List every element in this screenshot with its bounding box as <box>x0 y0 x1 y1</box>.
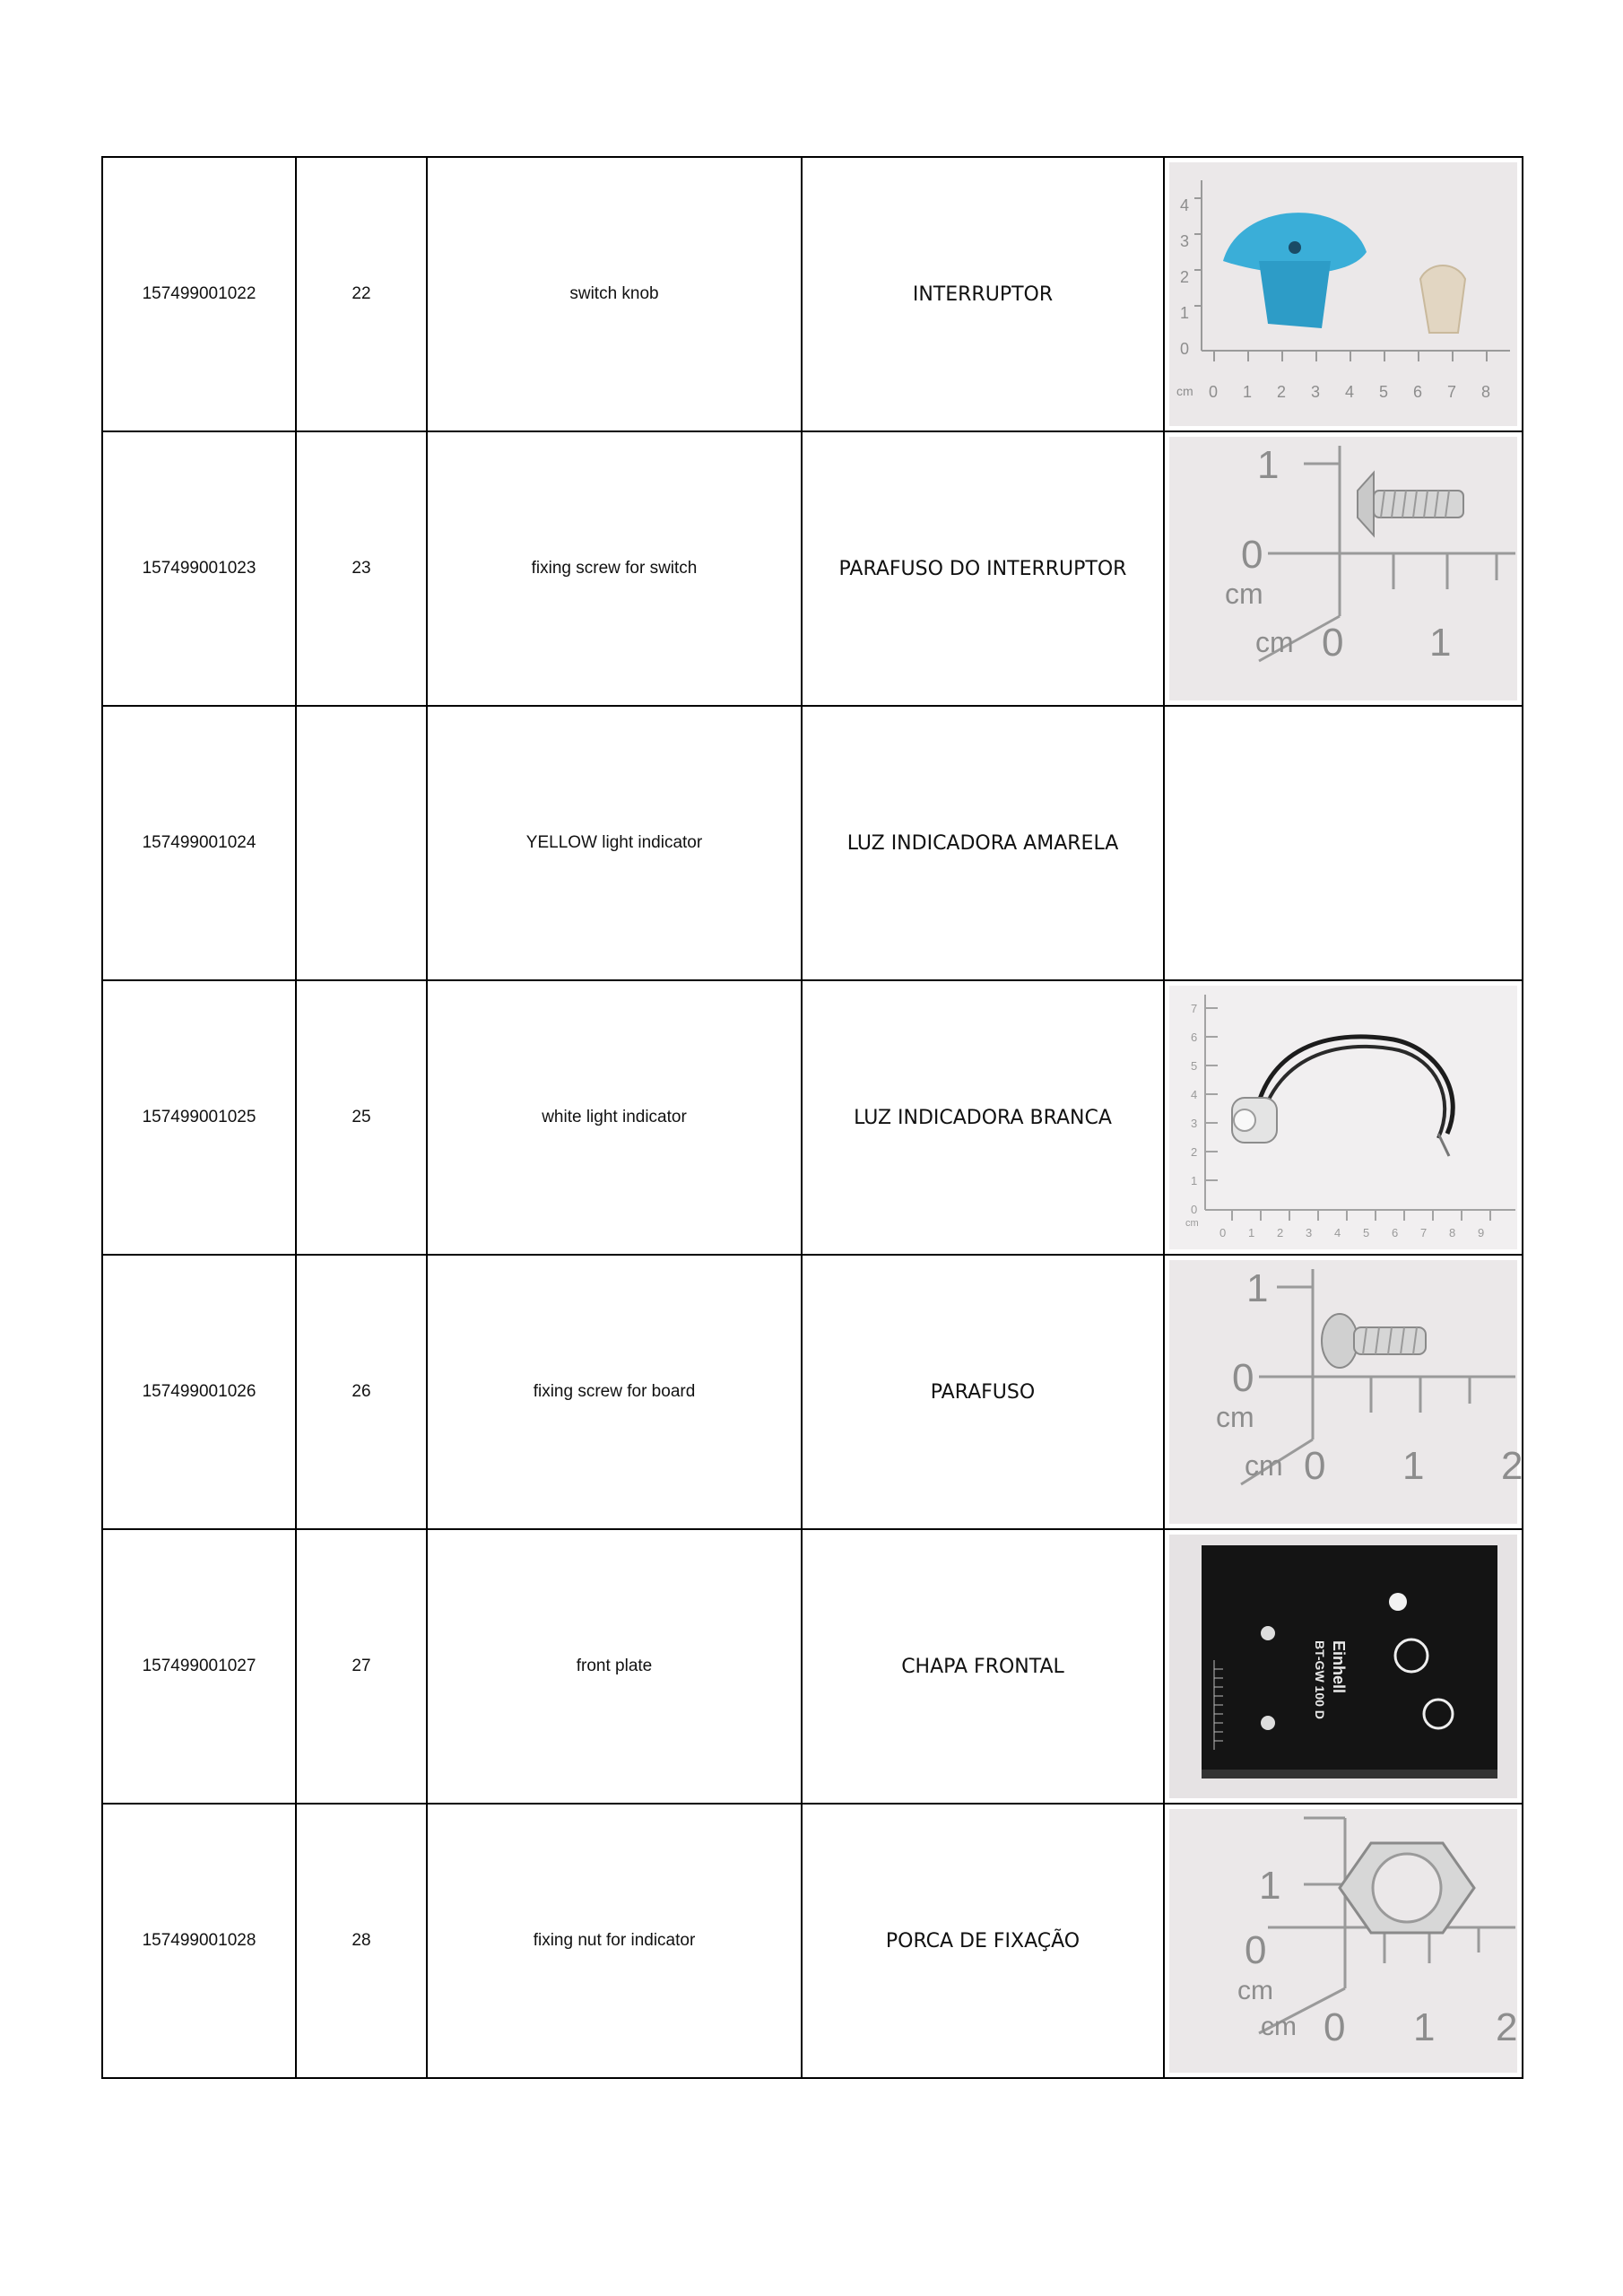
position-number: 28 <box>352 1931 371 1950</box>
portuguese-name-cell <box>802 706 1164 980</box>
ruler-h-tick: 0 <box>1209 383 1219 401</box>
english-name-cell <box>427 157 802 431</box>
ruler-tick: 1 <box>1429 621 1452 665</box>
part-name-en: fixing nut for indicator <box>533 1931 696 1950</box>
article-number-cell <box>102 431 296 706</box>
photo-cell <box>1164 980 1523 1255</box>
photo-cell <box>1164 1804 1523 2078</box>
english-name-cell <box>427 1529 802 1804</box>
ruler-tick: 0 <box>1245 1928 1267 1972</box>
portuguese-name-cell <box>802 980 1164 1255</box>
ruler-tick: 2 <box>1496 2005 1518 2049</box>
ruler-v-tick: 0 <box>1191 1203 1198 1216</box>
position-cell <box>296 1804 427 2078</box>
ruler-unit: cm <box>1237 1976 1273 2005</box>
ruler-v-tick: 4 <box>1180 196 1190 214</box>
article-number: 157499001026 <box>142 1382 256 1401</box>
ruler-unit: cm <box>1261 2012 1297 2041</box>
part-name-pt: LUZ INDICADORA BRANCA <box>854 1106 1112 1129</box>
ruler-h-tick: 5 <box>1363 1226 1370 1239</box>
ruler-h-tick: 6 <box>1413 383 1423 401</box>
ruler-h-tick: 2 <box>1277 1226 1284 1239</box>
part-name-en: switch knob <box>569 284 659 303</box>
table-row <box>102 1804 1523 2078</box>
english-name-cell <box>427 1255 802 1529</box>
part-name-en: fixing screw for switch <box>531 559 698 578</box>
ruler-unit: cm <box>1225 578 1263 610</box>
ruler-v-tick: 5 <box>1191 1059 1198 1073</box>
ruler-v-tick: 3 <box>1180 232 1190 250</box>
portuguese-name-cell <box>802 157 1164 431</box>
ruler-v-tick: 2 <box>1180 268 1190 286</box>
position-number: 23 <box>352 559 371 578</box>
table-row <box>102 706 1523 980</box>
part-name-en: front plate <box>576 1657 653 1675</box>
ruler-h-tick: 9 <box>1478 1226 1485 1239</box>
ruler-h-tick: 8 <box>1449 1226 1456 1239</box>
portuguese-name-cell <box>802 1255 1164 1529</box>
position-number: 25 <box>352 1108 371 1126</box>
photo-cell <box>1164 157 1523 431</box>
photo-cell <box>1164 706 1523 980</box>
ruler-tick: 1 <box>1246 1266 1269 1310</box>
part-name-pt: PARAFUSO DO INTERRUPTOR <box>838 557 1127 580</box>
ruler-unit: cm <box>1245 1449 1283 1482</box>
article-number-cell <box>102 1804 296 2078</box>
article-number: 157499001023 <box>142 559 256 578</box>
ruler-h-tick: 1 <box>1248 1226 1255 1239</box>
switch-knob-photo <box>1169 162 1517 426</box>
ruler-v-tick: 4 <box>1191 1088 1198 1101</box>
ruler-tick: 1 <box>1257 443 1280 487</box>
photo-cell <box>1164 1255 1523 1529</box>
ruler-v-tick: 3 <box>1191 1117 1198 1130</box>
table-row <box>102 980 1523 1255</box>
article-number: 157499001028 <box>142 1931 256 1950</box>
countersunk-screw-photo <box>1169 437 1517 700</box>
ruler-tick: 1 <box>1402 1444 1425 1488</box>
pan-head-screw-photo <box>1169 1260 1523 1524</box>
part-name-en: white light indicator <box>542 1108 687 1126</box>
ruler-unit: cm <box>1216 1401 1254 1433</box>
ruler-tick: 0 <box>1304 1444 1326 1488</box>
position-cell <box>296 706 427 980</box>
ruler-tick: 0 <box>1241 533 1263 577</box>
front-plate-model: BT-GW 100 D <box>1313 1640 1327 1719</box>
photo-cell <box>1164 431 1523 706</box>
ruler-h-tick: 4 <box>1345 383 1355 401</box>
ruler-tick: 0 <box>1324 2005 1346 2049</box>
ruler-tick: 0 <box>1322 621 1344 665</box>
ruler-unit: cm <box>1176 384 1193 398</box>
portuguese-name-cell <box>802 1804 1164 2078</box>
hex-nut-photo <box>1169 1809 1517 2073</box>
ruler-tick: 0 <box>1232 1356 1254 1400</box>
knob-insert-shape <box>1420 265 1465 333</box>
ruler-v-tick: 0 <box>1180 340 1190 358</box>
table-row <box>102 157 1523 431</box>
english-name-cell <box>427 1804 802 2078</box>
front-plate-photo <box>1169 1535 1517 1798</box>
article-number-cell <box>102 1255 296 1529</box>
portuguese-name-cell <box>802 1529 1164 1804</box>
ruler-h-tick: 3 <box>1311 383 1321 401</box>
ruler-tick: 1 <box>1413 2005 1436 2049</box>
ruler-h-tick: 3 <box>1306 1226 1313 1239</box>
position-cell <box>296 980 427 1255</box>
article-number-cell <box>102 1529 296 1804</box>
part-name-en: fixing screw for board <box>533 1382 696 1401</box>
article-number-cell <box>102 706 296 980</box>
article-number-cell <box>102 980 296 1255</box>
front-plate-shape <box>1202 1545 1497 1779</box>
part-name-pt: LUZ INDICADORA AMARELA <box>846 831 1119 855</box>
position-number: 27 <box>352 1657 371 1675</box>
ruler-v-tick: 6 <box>1191 1031 1198 1044</box>
ruler-h-tick: 7 <box>1447 383 1457 401</box>
portuguese-name-cell <box>802 431 1164 706</box>
position-number: 26 <box>352 1382 371 1401</box>
position-cell <box>296 1255 427 1529</box>
position-cell <box>296 1529 427 1804</box>
article-number-cell <box>102 157 296 431</box>
english-name-cell <box>427 980 802 1255</box>
ruler-h-tick: 8 <box>1481 383 1491 401</box>
english-name-cell <box>427 431 802 706</box>
ruler-h-tick: 1 <box>1243 383 1253 401</box>
front-plate-brand: Einhell <box>1330 1640 1348 1694</box>
ruler-tick: 2 <box>1501 1444 1523 1488</box>
ruler-unit: cm <box>1255 626 1294 658</box>
ruler-v-tick: 2 <box>1191 1145 1198 1159</box>
position-cell <box>296 431 427 706</box>
ruler-h-tick: 0 <box>1219 1226 1227 1239</box>
part-name-pt: INTERRUPTOR <box>912 283 1054 306</box>
spare-parts-table <box>101 156 1523 2079</box>
ruler-h-tick: 4 <box>1334 1226 1341 1239</box>
photo-cell <box>1164 1529 1523 1804</box>
ruler-tick: 1 <box>1259 1864 1281 1908</box>
position-number: 22 <box>352 284 371 303</box>
article-number: 157499001024 <box>142 833 256 852</box>
ruler-h-tick: 7 <box>1420 1226 1428 1239</box>
article-number: 157499001027 <box>142 1657 256 1675</box>
article-number: 157499001025 <box>142 1108 256 1126</box>
indicator-lamp-photo <box>1169 986 1517 1249</box>
ruler-h-tick: 5 <box>1379 383 1389 401</box>
part-name-pt: PORCA DE FIXAÇÃO <box>885 1929 1081 1952</box>
ruler-v-tick: 1 <box>1180 304 1190 322</box>
ruler-h-tick: 2 <box>1277 383 1287 401</box>
english-name-cell <box>427 706 802 980</box>
ruler-v-tick: 7 <box>1191 1002 1198 1015</box>
table-row <box>102 1255 1523 1529</box>
table-row <box>102 431 1523 706</box>
empty-photo <box>1169 711 1517 975</box>
ruler-v-tick: 1 <box>1191 1174 1198 1187</box>
table-row <box>102 1529 1523 1804</box>
part-name-pt: PARAFUSO <box>930 1380 1036 1404</box>
part-name-pt: CHAPA FRONTAL <box>901 1655 1064 1678</box>
position-cell <box>296 157 427 431</box>
article-number: 157499001022 <box>142 284 256 303</box>
ruler-unit: cm <box>1185 1218 1199 1229</box>
ruler-h-tick: 6 <box>1392 1226 1399 1239</box>
part-name-en: YELLOW light indicator <box>525 833 703 852</box>
